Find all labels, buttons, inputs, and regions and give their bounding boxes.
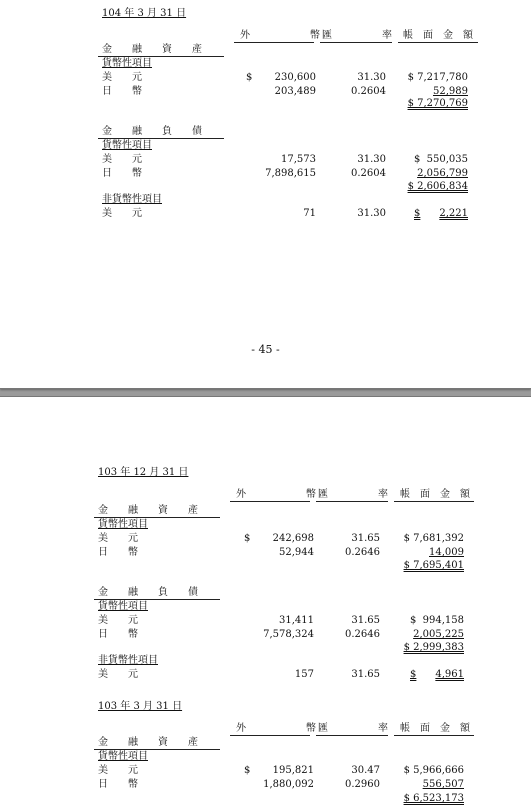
col-header-foreign: 外 幣	[236, 723, 316, 734]
monetary-label: 貨幣性項目	[102, 58, 152, 69]
header-rule	[94, 749, 220, 750]
header-rule	[394, 501, 474, 502]
header-rule	[94, 517, 220, 518]
cell-rate: 31.30	[357, 72, 386, 83]
cell-book: 2,221	[439, 208, 468, 219]
assets-header: 金 融 資 產	[98, 737, 198, 748]
row-label-usd: 美 元	[102, 72, 142, 83]
row-label-usd: 美 元	[98, 533, 138, 544]
cell-book: 550,035	[426, 154, 468, 165]
col-header-rate: 匯 率	[318, 489, 388, 500]
dollar-sign: $	[410, 615, 417, 626]
cell-total: $ 2,999,383	[403, 642, 464, 653]
row-label-usd: 美 元	[98, 615, 138, 626]
cell-total: $ 2,606,834	[407, 181, 468, 192]
cell-rate: 0.2646	[345, 547, 380, 558]
monetary-label: 貨幣性項目	[98, 751, 148, 762]
cell-foreign: 31,411	[279, 615, 314, 626]
monetary-label: 貨幣性項目	[102, 140, 152, 151]
cell-total: $ 6,523,173	[403, 793, 464, 804]
page-number: - 45 -	[251, 343, 280, 356]
liab-header: 金 融 負 債	[102, 126, 202, 137]
row-label-jpy: 日 幣	[98, 779, 138, 790]
dollar-sign: $	[244, 765, 251, 776]
row-label-usd: 美 元	[102, 154, 142, 165]
cell-foreign: 17,573	[281, 154, 316, 165]
cell-rate: 31.30	[357, 208, 386, 219]
cell-rate: 31.65	[351, 533, 380, 544]
col-header-book: 帳 面 金 額	[403, 30, 473, 41]
cell-foreign: 242,698	[272, 533, 314, 544]
cell-book: 994,158	[422, 615, 464, 626]
cell-book: $ 5,966,666	[403, 765, 464, 776]
assets-header: 金 融 資 產	[102, 44, 202, 55]
col-header-foreign: 外 幣	[240, 30, 320, 41]
header-rule	[230, 735, 310, 736]
col-header-rate: 匯 率	[322, 30, 392, 41]
cell-book: 4,961	[435, 669, 464, 680]
cell-rate: 0.2604	[351, 86, 386, 97]
cell-foreign: 157	[294, 669, 314, 680]
row-label-usd: 美 元	[102, 208, 142, 219]
dollar-sign: $	[410, 669, 417, 680]
cell-foreign: 7,898,615	[265, 168, 316, 179]
section-date: 104 年 3 月 31 日	[102, 8, 187, 19]
col-header-book: 帳 面 金 額	[400, 489, 470, 500]
cell-rate: 31.65	[351, 669, 380, 680]
section-date: 103 年 3 月 31 日	[98, 701, 183, 712]
col-header-rate: 匯 率	[318, 723, 388, 734]
cell-book: 2,056,799	[417, 168, 468, 179]
header-rule	[230, 501, 310, 502]
cell-book: $ 7,217,780	[407, 72, 468, 83]
header-rule	[234, 42, 314, 43]
header-rule	[98, 138, 224, 139]
cell-rate: 0.2604	[351, 168, 386, 179]
cell-book: 52,989	[433, 86, 468, 97]
header-rule	[94, 599, 220, 600]
row-label-usd: 美 元	[98, 765, 138, 776]
document-page-46	[0, 396, 531, 812]
col-header-foreign: 外 幣	[236, 489, 316, 500]
dollar-sign: $	[414, 154, 421, 165]
nonmonetary-label: 非貨幣性項目	[98, 655, 158, 666]
cell-foreign: 203,489	[274, 86, 316, 97]
dollar-sign: $	[414, 208, 421, 219]
header-rule	[320, 42, 392, 43]
nonmonetary-label: 非貨幣性項目	[102, 194, 162, 205]
header-rule	[398, 42, 478, 43]
cell-foreign: 71	[303, 208, 316, 219]
row-label-jpy: 日 幣	[102, 168, 142, 179]
cell-total: $ 7,270,769	[407, 98, 468, 109]
cell-foreign: 1,880,092	[263, 779, 314, 790]
cell-rate: 31.30	[357, 154, 386, 165]
cell-rate: 0.2960	[345, 779, 380, 790]
dollar-sign: $	[246, 72, 253, 83]
header-rule	[316, 735, 388, 736]
assets-header: 金 融 資 產	[98, 505, 198, 516]
cell-book: $ 7,681,392	[403, 533, 464, 544]
cell-book: 14,009	[429, 547, 464, 558]
cell-rate: 0.2646	[345, 629, 380, 640]
header-rule	[98, 56, 224, 57]
row-label-usd: 美 元	[98, 669, 138, 680]
row-label-jpy: 日 幣	[102, 86, 142, 97]
cell-foreign: 230,600	[274, 72, 316, 83]
cell-book: 2,005,225	[413, 629, 464, 640]
section-date: 103 年 12 月 31 日	[98, 467, 189, 478]
header-rule	[316, 501, 388, 502]
cell-book: 556,507	[422, 779, 464, 790]
liab-header: 金 融 負 債	[98, 587, 198, 598]
cell-rate: 31.65	[351, 615, 380, 626]
document-page-45	[0, 0, 531, 389]
monetary-label: 貨幣性項目	[98, 519, 148, 530]
dollar-sign: $	[244, 533, 251, 544]
cell-foreign: 7,578,324	[263, 629, 314, 640]
row-label-jpy: 日 幣	[98, 547, 138, 558]
cell-rate: 30.47	[351, 765, 380, 776]
cell-foreign: 52,944	[279, 547, 314, 558]
cell-total: $ 7,695,401	[403, 560, 464, 571]
header-rule	[394, 735, 474, 736]
row-label-jpy: 日 幣	[98, 629, 138, 640]
monetary-label: 貨幣性項目	[98, 601, 148, 612]
col-header-book: 帳 面 金 額	[400, 723, 470, 734]
cell-foreign: 195,821	[272, 765, 314, 776]
